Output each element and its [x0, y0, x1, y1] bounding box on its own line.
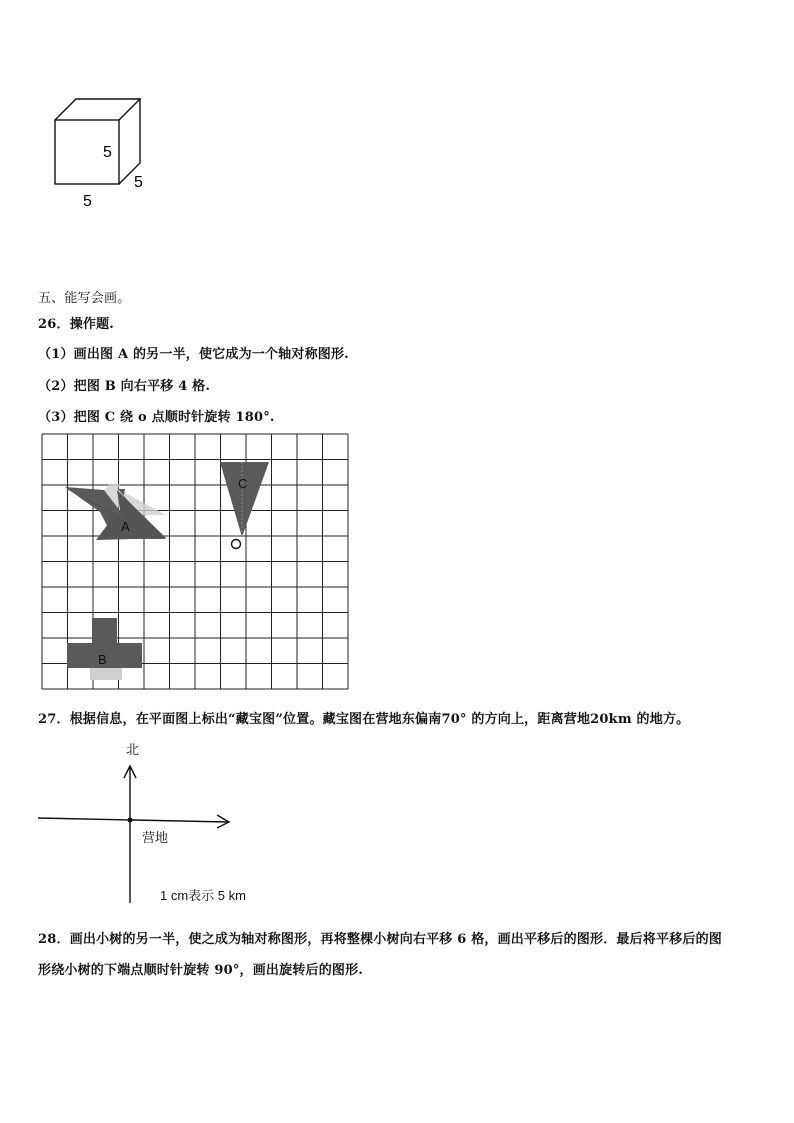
scale-label: 1 cm表示 5 km [160, 888, 246, 903]
q28-line1: 28．画出小树的另一半，使之成为轴对称图形，再将整棵小树向右平移 6 格，画出平移后的图形．最后将平移后的图 [38, 932, 722, 947]
q26-item3: （3）把图 C 绕 o 点顺时针旋转 180°. [38, 410, 275, 425]
q26-grid-figure [40, 432, 354, 698]
q26-item2: （2）把图 B 向右平移 4 格. [38, 379, 211, 394]
east-axis [38, 818, 228, 822]
section-title: 五、能写会画。 [38, 291, 131, 306]
q27-compass-figure [30, 738, 250, 913]
cube-top-face [55, 99, 140, 120]
camp-point [128, 818, 133, 823]
q26-item1: （1）画出图 A 的另一半，使它成为一个轴对称图形. [38, 347, 349, 362]
camp-label: 营地 [142, 830, 169, 845]
shape-b [67, 618, 142, 680]
shape-a [65, 484, 166, 540]
q27-text: 27．根据信息，在平面图上标出“藏宝图”位置。藏宝图在营地东偏南70° 的方向上，距离营地20km 的地方。 [38, 712, 690, 727]
cube-label-front: 5 [103, 144, 112, 161]
q28-line2: 形绕小树的下端点顺时针旋转 90°，画出旋转后的图形. [38, 963, 364, 978]
q26-title: 26．操作题. [38, 317, 115, 332]
shape-b-label: B [98, 652, 107, 667]
shape-c-label: C [238, 476, 248, 491]
rotation-center-o [232, 540, 241, 549]
cube-label-bottom: 5 [83, 193, 92, 210]
north-label: 北 [126, 742, 140, 757]
cube-figure [40, 90, 170, 215]
cube-label-side: 5 [134, 174, 143, 191]
cube-side-face [119, 99, 140, 184]
shape-a-label: A [121, 519, 130, 534]
